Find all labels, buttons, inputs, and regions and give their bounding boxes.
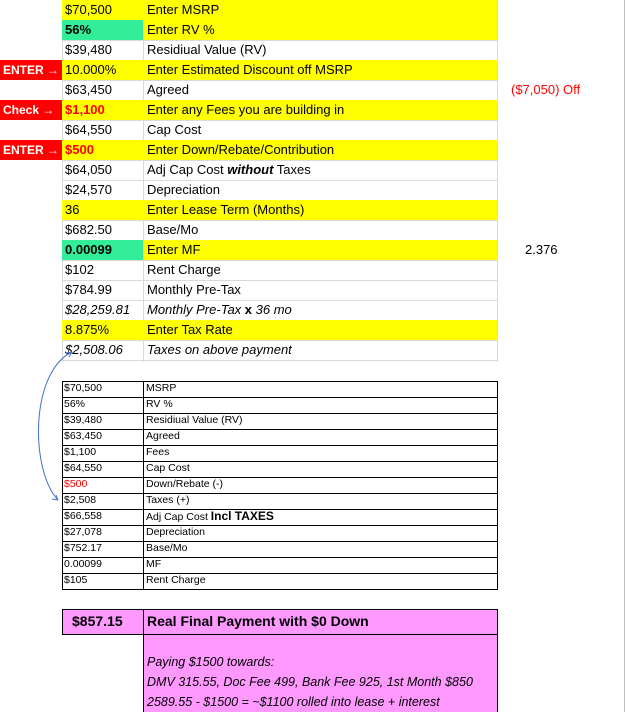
row-label: Monthly Pre-Tax xyxy=(147,282,241,297)
label-part: 36 mo xyxy=(252,302,292,317)
row-label xyxy=(144,160,496,180)
label-part: Adj Cap Cost xyxy=(147,162,228,177)
row-value[interactable]: 10.000% xyxy=(65,62,117,77)
grid-line xyxy=(62,360,497,361)
row-label: Taxes on above payment xyxy=(147,342,292,357)
table-value[interactable]: 0.00099 xyxy=(64,558,102,570)
row-value[interactable]: $1,100 xyxy=(65,102,105,117)
final-row-divider xyxy=(143,609,144,635)
row-label: Cap Cost xyxy=(147,122,202,137)
row-value[interactable]: $64,550 xyxy=(65,122,112,137)
table-col-border xyxy=(143,381,144,589)
grid-line xyxy=(497,0,498,362)
row-value[interactable]: $2,508.06 xyxy=(65,342,123,357)
row-label: Enter any Fees you are building in xyxy=(147,102,345,117)
table-label: Base/Mo xyxy=(146,542,188,554)
row-value[interactable]: $39,480 xyxy=(65,42,112,57)
row-label: Residiual Value (RV) xyxy=(147,42,267,57)
arrowhead-bottom xyxy=(52,495,58,500)
row-marker: Check → xyxy=(0,100,62,120)
row-value[interactable]: $63,450 xyxy=(65,82,112,97)
table-value[interactable]: $64,550 xyxy=(64,462,102,474)
row-label: Enter RV % xyxy=(147,22,215,37)
row-value[interactable]: 56% xyxy=(65,22,92,37)
label-part: Adj Cap Cost xyxy=(146,511,211,523)
row-value[interactable]: 36 xyxy=(65,202,80,217)
row-label: Enter Estimated Discount off MSRP xyxy=(147,62,353,77)
label-part: Monthly Pre-Tax xyxy=(147,302,245,317)
discount-note: ($7,050) Off xyxy=(511,82,581,97)
table-label: Taxes (+) xyxy=(146,494,190,506)
row-label: Agreed xyxy=(147,82,189,97)
table-value[interactable]: $27,078 xyxy=(64,526,102,538)
table-label: RV % xyxy=(146,398,173,410)
row-value[interactable]: $28,259.81 xyxy=(65,302,131,317)
label-part: Taxes xyxy=(273,162,311,177)
row-marker: ENTER → xyxy=(0,140,62,160)
label-emphasis: without xyxy=(227,162,274,177)
table-value[interactable]: 56% xyxy=(64,398,86,410)
row-value[interactable]: $24,570 xyxy=(65,182,112,197)
row-label: Enter Down/Rebate/Contribution xyxy=(147,142,335,157)
table-value[interactable]: $66,558 xyxy=(64,510,102,522)
row-value[interactable]: $500 xyxy=(65,142,94,157)
final-payment-label: Real Final Payment with $0 Down xyxy=(147,613,369,629)
row-value[interactable]: $64,050 xyxy=(65,162,112,177)
row-value[interactable]: 8.875% xyxy=(65,322,110,337)
mf-apr-note: 2.376 xyxy=(525,242,558,257)
row-value[interactable]: $102 xyxy=(65,262,94,277)
final-payment-value[interactable]: $857.15 xyxy=(72,613,123,629)
table-label: Cap Cost xyxy=(146,462,190,474)
table-label xyxy=(144,509,494,525)
table-value[interactable]: $70,500 xyxy=(64,382,102,394)
row-label: Enter MSRP xyxy=(147,2,220,17)
table-label: Fees xyxy=(146,446,170,458)
row-label: Base/Mo xyxy=(147,222,199,237)
row-value[interactable]: $784.99 xyxy=(65,282,112,297)
row-label: Enter MF xyxy=(147,242,201,257)
row-value[interactable]: $70,500 xyxy=(65,2,112,17)
notes-line: 2589.55 - $1500 = ~$1100 rolled into lease + interest xyxy=(147,695,440,709)
row-label: Enter Lease Term (Months) xyxy=(147,202,305,217)
table-label: Down/Rebate (-) xyxy=(146,478,224,490)
table-value[interactable]: $1,100 xyxy=(64,446,97,458)
row-marker: ENTER → xyxy=(0,60,62,80)
table-label: Residiual Value (RV) xyxy=(146,414,243,426)
table-label: Agreed xyxy=(146,430,180,442)
label-emphasis: x xyxy=(244,302,253,317)
table-value[interactable]: $500 xyxy=(64,478,88,490)
row-value[interactable]: 0.00099 xyxy=(65,242,112,257)
row-label: Enter Tax Rate xyxy=(147,322,233,337)
notes-line: Paying $1500 towards: xyxy=(147,655,275,669)
table-value[interactable]: $105 xyxy=(64,574,88,586)
row-label xyxy=(144,300,496,320)
table-label: Rent Charge xyxy=(146,574,206,586)
table-value[interactable]: $2,508 xyxy=(64,494,97,506)
notes-line: DMV 315.55, Doc Fee 499, Bank Fee 925, 1st Month $850 xyxy=(147,675,473,689)
table-value[interactable]: $752.17 xyxy=(64,542,102,554)
table-value[interactable]: $63,450 xyxy=(64,430,102,442)
table-label: Depreciation xyxy=(146,526,205,538)
row-label: Rent Charge xyxy=(147,262,221,277)
table-value[interactable]: $39,480 xyxy=(64,414,102,426)
table-label: MF xyxy=(146,558,162,570)
table-label: MSRP xyxy=(146,382,177,394)
label-emphasis: Incl TAXES xyxy=(210,509,274,523)
row-label: Depreciation xyxy=(147,182,220,197)
row-value[interactable]: $682.50 xyxy=(65,222,112,237)
